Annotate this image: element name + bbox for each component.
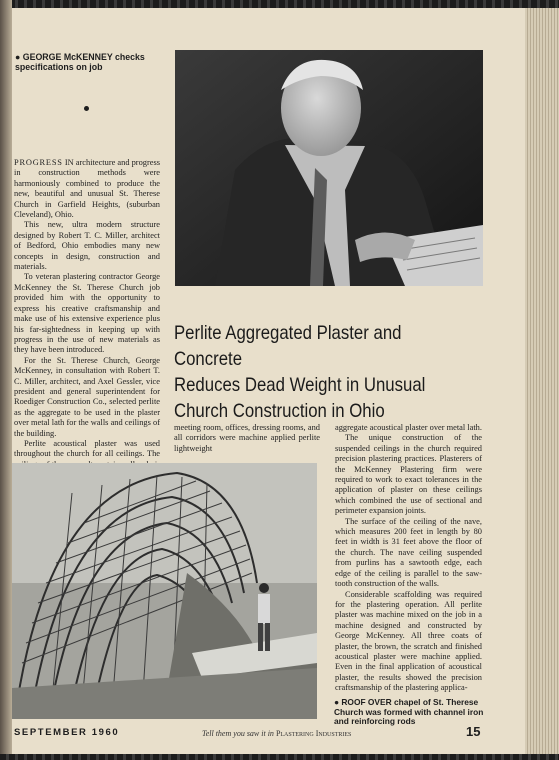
tagline-text: Tell them you saw it in (202, 729, 276, 738)
paragraph-text: IN architecture and progress in construction methods were harmoniously combined to produce the new, beautiful and unusual St. Therese Church in Garfield Heights, (suburban Cleveland), Ohio. (14, 158, 160, 220)
article-column-3 (335, 423, 482, 694)
article-paragraph: This new, ultra modern structure designed by Robert T. C. Miller, architect of Bedford, Ohio embodies many new concepts in design, construction and materials. (14, 220, 160, 272)
headline-line: Reduces Dead Weight in Unusual (174, 374, 426, 396)
page-stack-edge (525, 8, 559, 754)
article-paragraph: meeting room, offices, dressing rooms, and all corridors were machine applied perlite lightweight (174, 423, 320, 453)
article-paragraph: The surface of the ceiling of the nave, which measures 200 feet in length by 80 feet in width is 31 feet above the floor of the church. The nave ceiling suspended from purlins has a sawtooth edge, each edge of the ceiling is parallel to the saw-tooth construction of the walls. (335, 516, 482, 589)
article-column-1 (14, 158, 160, 491)
article-paragraph: For the St. Therese Church, George McKenney, in consultation with Robert T. C. Miller, architect, and Axel Gessler, vice president and general superintendent for Roediger Construction Co., selected perlite as the aggregate to be used in the plaster over metal lath for the walls and ceilings of the building. (14, 355, 160, 438)
lead-word: PROGRESS (14, 158, 63, 167)
binding-spine (0, 0, 12, 760)
headline-line: Perlite Aggregated Plaster and Concrete (174, 322, 402, 370)
article-paragraph: Considerable scaffolding was required for the plastering operation. All perlite plaster was machine mixed on the job in a machine designed and constructed by George McKenney. All three coats of plaster, the brown, the scratch and finished acoustical plaster were machine applied. Even in the final application of acoustical plaster, the results showed the precision craftsmanship of the plastering applica- (335, 589, 482, 693)
footer-tagline (202, 729, 351, 738)
article-paragraph: Perlite acoustical plaster was used throughout the church for all ceilings. The (14, 438, 160, 459)
headline-line: Church Construction in Ohio (174, 400, 385, 422)
magazine-name: Plastering Industries (275, 729, 352, 738)
page-edge-top (0, 0, 559, 8)
article-paragraph: To veteran plastering contractor George McKenney the St. Therese Church job provided him with the opportunity to express his creative craftsmanship and make use of his extensive experience plus his far-sightedness in keeping up with progress in the use of new materials as they have been introduced. (14, 272, 160, 355)
roof-frame-photo-illustration (12, 463, 317, 719)
article-headline (174, 320, 449, 424)
footer-issue-date: SEPTEMBER 1960 (14, 727, 120, 738)
article-paragraph (14, 158, 160, 220)
photo-george-mckenney (175, 50, 483, 286)
magazine-page (12, 8, 525, 754)
bottom-photo-caption: ● ROOF OVER chapel of St. Therese Church was formed with channel iron and reinforcing rods (334, 697, 484, 727)
portrait-photo-illustration (175, 50, 483, 286)
page-number: 15 (466, 724, 481, 739)
article-column-2 (174, 423, 320, 454)
article-paragraph: aggregate acoustical plaster over metal lath. (335, 423, 482, 432)
top-photo-caption: ● GEORGE McKENNEY checks specifications on job (15, 52, 145, 72)
photo-chapel-roof-frame (12, 463, 317, 719)
bullet-dot (84, 106, 89, 111)
article-paragraph: The unique construction of the suspended ceilings in the church required precision plastering practices. Plasterers of the McKenney Plastering firm were required to work to exact tolerances in the application of plaster on these ceilings which combined the use of sectional and perimeter expansion joints. (335, 433, 482, 516)
page-edge-bottom (0, 754, 559, 760)
